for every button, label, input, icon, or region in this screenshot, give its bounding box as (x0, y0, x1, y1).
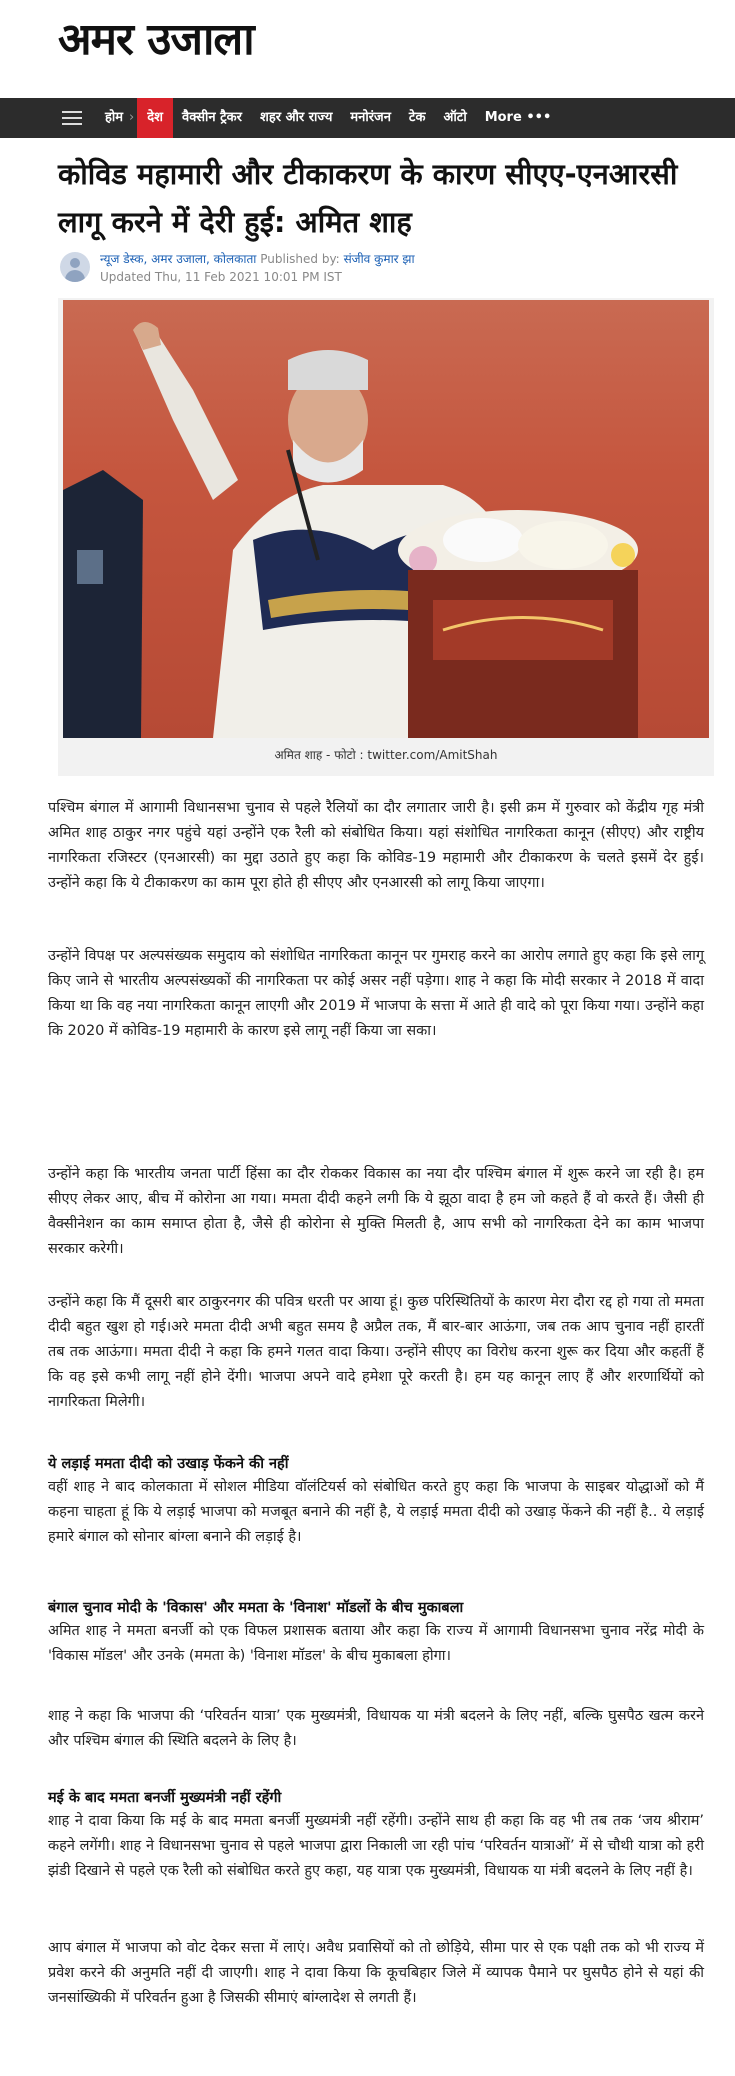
site-logo[interactable]: अमर उजाला (58, 14, 254, 65)
article-subhead: ये लड़ाई ममता दीदी को उखाड़ फेंकने की नहीं (48, 1456, 289, 1472)
nav-item-city-state[interactable]: शहर और राज्य (259, 110, 333, 125)
article-paragraph: उन्होंने कहा कि भारतीय जनता पार्टी हिंसा का दौर रोककर विकास का नया दौर पश्चिम बंगाल में शुरू करने जा रही है। हम सीएए लेकर आए, बीच में कोरोना आ गया। ममता दीदी कहने लगी कि ये झूठा वादा है हम जो कहते हैं वो करते हैं। जैसी ही वैक्सीनेशन का काम समाप्त होता है, जैसे ही कोरोना से मुक्ति मिलती है, आप सभी को नागरिकता देने का काम भाजपा सरकार करेगी। (48, 1166, 704, 1257)
article-paragraph: वहीं शाह ने बाद कोलकाता में सोशल मीडिया वॉलंटियर्स को संबोधित करते हुए कहा कि भाजपा के साइबर योद्धाओं को मैं कहना चाहता हूं कि ये लड़ाई भाजपा को मजबूत बनाने की नहीं है, ये लड़ाई ममता दीदी को उखाड़ फेंकने की नहीं है.. ये लड़ाई हमारे बंगाल को सोनार बांग्ला बनाने की लड़ाई है। (48, 1479, 704, 1545)
byline (60, 248, 680, 288)
featured-photo (63, 300, 709, 738)
nav-item-auto[interactable]: ऑटो (443, 110, 467, 125)
nav-item-desh[interactable]: देश (137, 98, 173, 138)
byline-authors (100, 250, 415, 267)
nav-more-label: More (484, 110, 522, 125)
article-paragraph: आप बंगाल में भाजपा को वोट देकर सत्ता में लाएं। अवैध प्रवासियों को तो छोड़िये, सीमा पार से एक पक्षी तक को भी राज्य में प्रवेश करने की अनुमति नहीं दी जाएगी। शाह ने दावा किया कि कूचबिहार जिले में व्यापक पैमाने पर घुसपैठ होने से यहां की जनसांख्यिकी में परिवर्तन हुआ है जिसकी सीमाएं बांग्लादेश से लगती हैं। (48, 1940, 704, 2006)
article-paragraph: अमित शाह ने ममता बनर्जी को एक विफल प्रशासक बताया और कहा कि राज्य में आगामी विधानसभा चुनाव नरेंद्र मोदी के 'विकास मॉडल' और उनके (ममता के) 'विनाश मॉडल' के बीच मुकाबला होगा। (48, 1623, 704, 1664)
article-subhead: बंगाल चुनाव मोदी के 'विकास' और ममता के 'विनाश' मॉडलों के बीच मुकाबला (48, 1600, 464, 1616)
site-header (0, 0, 735, 98)
author-link[interactable]: न्यूज डेस्क, अमर उजाला, कोलकाता (100, 252, 257, 266)
updated-timestamp: Updated Thu, 11 Feb 2021 10:01 PM IST (100, 270, 342, 284)
article-headline: कोविड महामारी और टीकाकरण के कारण सीएए-एनआरसी लागू करने में देरी हुई: अमित शाह (58, 157, 678, 239)
author-avatar-icon (60, 252, 90, 282)
published-by-label: Published by: (260, 252, 340, 266)
nav-item-home[interactable]: होम (105, 110, 124, 125)
article-paragraph: शाह ने दावा किया कि मई के बाद ममता बनर्जी मुख्यमंत्री नहीं रहेंगी। उन्होंने साथ ही कहा कि वह भी तब तक ‘जय श्रीराम’ कहने लगेंगी। शाह ने विधानसभा चुनाव से पहले भाजपा द्वारा निकाली जा रही पांच ‘परिवर्तन यात्राओं’ में से चौथी यात्रा को हरी झंडी दिखाने से पहले एक रैली को संबोधित करते हुए कहा, यह यात्रा एक मुख्यमंत्री, विधायक या मंत्री बदलने के लिए नहीं है। (48, 1813, 704, 1879)
article-paragraph: उन्होंने विपक्ष पर अल्पसंख्यक समुदाय को संशोधित नागरिकता कानून पर गुमराह करने का आरोप लगाते हुए कहा कि इसे लागू किए जाने से भारतीय अल्पसंख्यकों की नागरिकता पर कोई असर नहीं पड़ेगा। शाह ने कहा कि मोदी सरकार ने 2018 में वादा किया था कि वह नया नागरिकता कानून लाएगी और 2019 में भाजपा के सत्ता में आते ही वादे को पूरा किया गया। उन्होंने कहा कि 2020 में कोविड-19 महामारी के कारण इसे लागू नहीं किया जा सका। (48, 948, 704, 1039)
article-subhead: मई के बाद ममता बनर्जी मुख्यमंत्री नहीं रहेंगी (48, 1790, 282, 1806)
nav-item-entertainment[interactable]: मनोरंजन (350, 110, 391, 125)
article-paragraph: शाह ने कहा कि भाजपा की ‘परिवर्तन यात्रा’ एक मुख्यमंत्री, विधायक या मंत्री बदलने के लिए नहीं, बल्कि घुसपैठ खत्म करने और पश्चिम बंगाल की स्थिति बदलने के लिए है। (48, 1708, 704, 1749)
image-caption: अमित शाह - फोटो : twitter.com/AmitShah (274, 748, 498, 762)
nav-more-button[interactable] (476, 98, 561, 138)
featured-image-figure (58, 298, 714, 776)
nav-item-vaccine-tracker[interactable]: वैक्सीन ट्रैकर (182, 110, 242, 125)
chevron-right-icon: › (129, 110, 135, 125)
nav-item-tech[interactable]: टेक (408, 110, 426, 125)
main-nav (0, 98, 735, 138)
more-dots-icon: ••• (526, 110, 552, 125)
article-paragraph: पश्चिम बंगाल में आगामी विधानसभा चुनाव से पहले रैलियों का दौर लगातार जारी है। इसी क्रम में गुरुवार को केंद्रीय गृह मंत्री अमित शाह ठाकुर नगर पहुंचे यहां उन्होंने एक रैली को संबोधित किया। यहां संशोधित नागरिकता कानून (सीएए) और राष्ट्रीय नागरिकता रजिस्टर (एनआरसी) का मुद्दा उठाते हुए कहा कि कोविड-19 महामारी और टीकाकरण के चलते इसमें देर हुई। उन्होंने कहा कि ये टीकाकरण का काम पूरा होते ही सीएए और एनआरसी को लागू किया जाएगा। (48, 800, 704, 891)
editor-link[interactable]: संजीव कुमार झा (343, 252, 415, 266)
article-paragraph: उन्होंने कहा कि मैं दूसरी बार ठाकुरनगर की पवित्र धरती पर आया हूं। कुछ परिस्थितियों के कारण मेरा दौरा रद्द हो गया तो ममता दीदी बहुत खुश हो गई।अरे ममता दीदी अभी बहुत समय है अप्रैल तक, मैं बार-बार आऊंगा, जब तक आप चुनाव नहीं हारतीं तब तक आऊंगा। ममता दीदी ने कहा कि हमने गलत वादा किया। उन्होंने सीएए का विरोध करना शुरू कर दिया और कहतीं हैं कि वह इसे कभी लागू नहीं होने देंगी। भाजपा अपने वादे हमेशा पूरे करती है। हम यह कानून लाए हैं और शरणार्थियों को नागरिकता मिलेगी। (48, 1294, 704, 1410)
hamburger-menu-icon[interactable] (62, 111, 82, 125)
